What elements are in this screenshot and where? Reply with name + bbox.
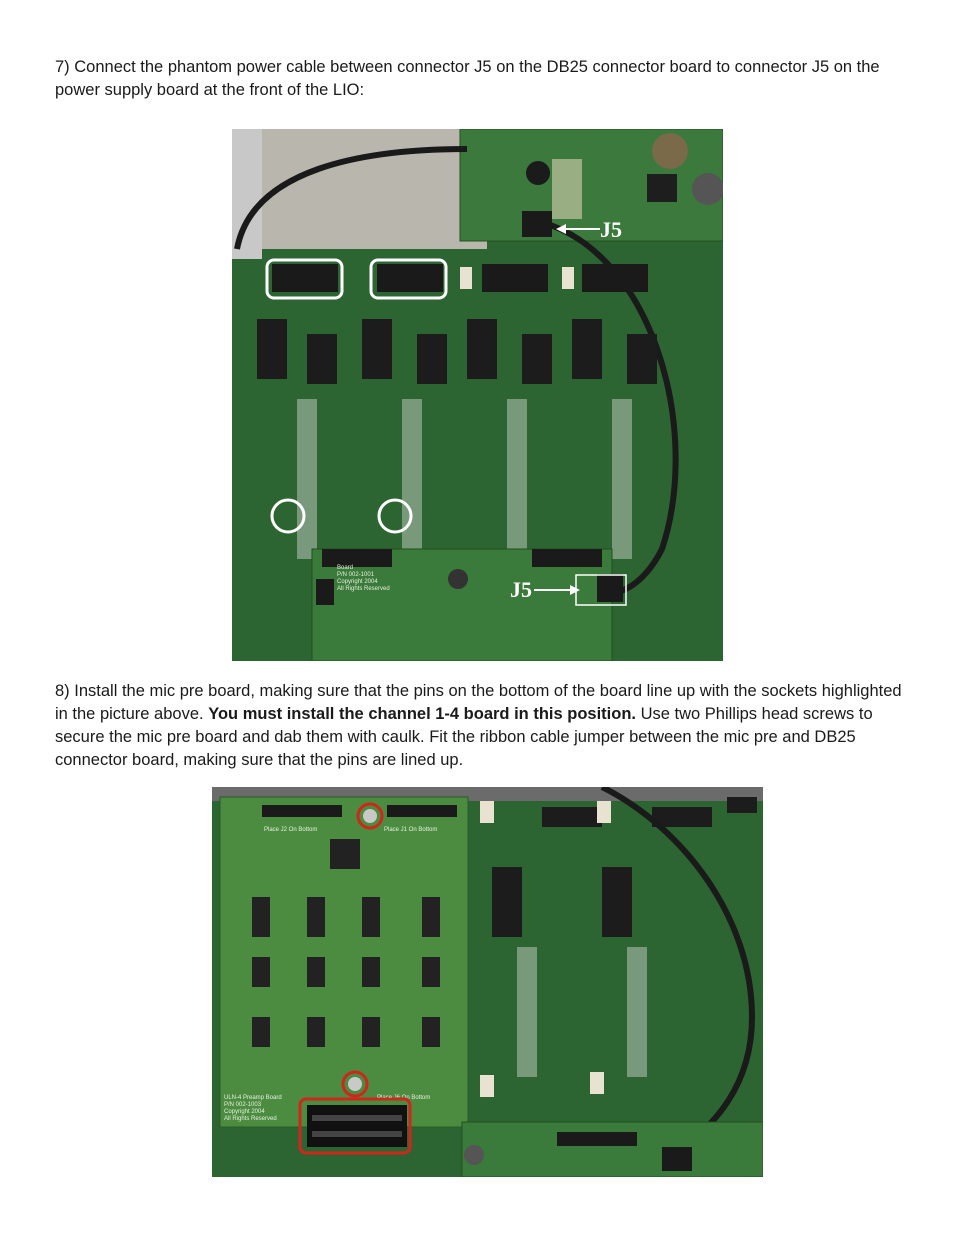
svg-text:ULN-4 Preamp Board: ULN-4 Preamp Board — [224, 1095, 282, 1101]
svg-text:Copyright 2004: Copyright 2004 — [224, 1109, 265, 1115]
silk-place-j2: Place J2 On Bottom — [264, 827, 318, 833]
silk-place-j6: Place J6 On Bottom — [377, 1095, 431, 1101]
step-7-instruction: 7) Connect the phantom power cable between connector J5 on the DB25 connector board to connector J5 on the power supply board at the front of the LIO: — [55, 58, 880, 99]
ribbon-jumper — [307, 1105, 407, 1147]
svg-text:Board: Board — [337, 565, 354, 571]
step-8-warning: You must install the channel 1-4 board in this position. — [208, 705, 637, 723]
svg-text:All Rights Reserved: All Rights Reserved — [337, 586, 390, 592]
svg-text:P/N 002-1001: P/N 002-1001 — [337, 572, 375, 578]
mic-pre-board-photo — [212, 787, 763, 1177]
lio-board-illustration — [232, 129, 723, 661]
step-8-text-a: 8) Install the mic pre board, making sure that the pins on the bottom of the board line up with the sockets highlighted in the picture above. — [55, 682, 902, 723]
step-8-instruction — [55, 680, 905, 772]
dsp-chip — [330, 839, 360, 869]
svg-text:Copyright 2004: Copyright 2004 — [337, 579, 378, 585]
svg-text:P/N 002-1003: P/N 002-1003 — [224, 1102, 262, 1108]
j5-connector-bottom — [597, 574, 623, 602]
step-8-text-b: Use two Phillips head screws to secure the mic pre board and dab them with caulk. Fit the ribbon cable jumper between the mic pre and DB25 connector board, making sure that the pins are lined up. — [55, 705, 873, 769]
screw-top — [363, 809, 377, 823]
label-j5-bottom: J5 — [510, 577, 532, 602]
screw-bottom — [348, 1077, 362, 1091]
svg-text:All Rights Reserved: All Rights Reserved — [224, 1116, 277, 1122]
label-j5-top: J5 — [600, 217, 622, 242]
lio-power-cable-photo — [232, 129, 723, 661]
silk-place-j1: Place J1 On Bottom — [384, 827, 438, 833]
mic-pre-illustration — [212, 787, 763, 1177]
